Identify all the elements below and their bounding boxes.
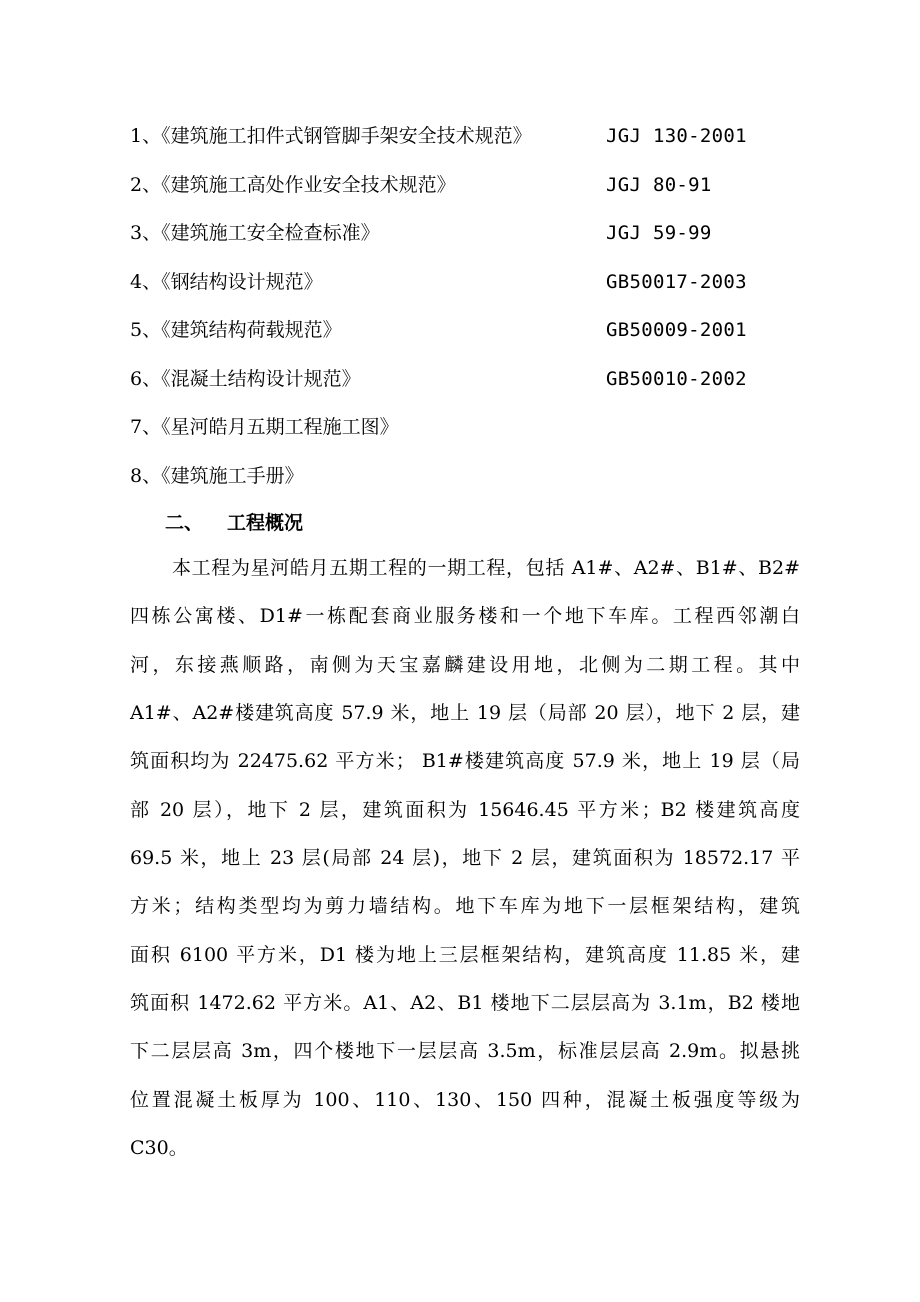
reference-item [130, 112, 830, 161]
reference-number: 5、 [130, 319, 162, 341]
reference-item [130, 161, 830, 210]
reference-code: GB50010-2002 [606, 367, 747, 390]
reference-title: 《星河皓月五期工程施工图》 [161, 416, 399, 438]
paragraph-line: 69.5 米，地上 23 层(局部 24 层)，地下 2 层，建筑面积为 18572.17 平 [130, 847, 800, 870]
paragraph-line: 筑面积 1472.62 平方米。A1、A2、B1 楼地下二层层高为 3.1m，B2 楼地 [130, 992, 800, 1015]
reference-item [130, 355, 830, 404]
paragraph-line: 下二层层高 3m，四个楼地下一层层高 3.5m，标准层层高 2.9m。拟悬挑 [130, 1040, 800, 1063]
reference-list [130, 112, 830, 500]
reference-code: GB50017-2003 [606, 270, 747, 293]
reference-item [130, 306, 830, 355]
section-heading [165, 499, 303, 547]
section-title: 工程概况 [227, 512, 304, 534]
paragraph-line: 河，东接燕顺路，南侧为天宝嘉麟建设用地，北侧为二期工程。其中 [130, 653, 800, 676]
reference-title: 《建筑施工手册》 [161, 464, 304, 487]
paragraph-line: 部 20 层），地下 2 层，建筑面积为 15646.45 平方米；B2 楼建筑高度 [130, 798, 800, 821]
reference-number: 4、 [130, 270, 162, 293]
paragraph-line: 筑面积均为 22475.62 平方米； B1#楼建筑高度 57.9 米，地上 19 层（局 [130, 750, 800, 773]
reference-number: 3、 [130, 222, 162, 244]
reference-item [130, 258, 830, 307]
reference-title: 《建筑施工高处作业安全技术规范》 [161, 173, 456, 196]
reference-number: 6、 [130, 367, 162, 390]
paragraph-line: 四栋公寓楼、D1#一栋配套商业服务楼和一个地下车库。工程西邻潮白 [130, 605, 800, 628]
reference-code: JGJ 80-91 [606, 173, 712, 196]
reference-title: 《钢结构设计规范》 [161, 270, 323, 293]
paragraph-line: 本工程为星河皓月五期工程的一期工程，包括 A1#、A2#、B1#、B2# [172, 557, 800, 579]
reference-code: GB50009-2001 [606, 319, 747, 341]
reference-title: 《建筑结构荷载规范》 [161, 319, 342, 341]
paragraph-line: A1#、A2#楼建筑高度 57.9 米，地上 19 层（局部 20 层），地下 2 层，建 [130, 702, 800, 725]
reference-title: 《混凝土结构设计规范》 [161, 367, 361, 390]
reference-number: 2、 [130, 173, 162, 196]
reference-number: 8、 [130, 464, 162, 487]
reference-title: 《建筑施工扣件式钢管脚手架安全技术规范》 [161, 125, 532, 147]
reference-number: 1、 [130, 125, 162, 147]
paragraph-line: 位置混凝土板厚为 100、110、130、150 四种，混凝土板强度等级为 [130, 1088, 800, 1111]
paragraph-line: 面积 6100 平方米，D1 楼为地上三层框架结构，建筑高度 11.85 米，建 [130, 943, 800, 966]
project-overview-paragraph [130, 544, 800, 1172]
reference-code: JGJ 59-99 [606, 222, 712, 244]
paragraph-line: 方米；结构类型均为剪力墙结构。地下车库为地下一层框架结构，建筑 [130, 895, 800, 918]
paragraph-line: C30。 [130, 1137, 188, 1160]
reference-number: 7、 [130, 416, 162, 438]
section-number: 二、 [165, 512, 204, 534]
reference-item [130, 403, 830, 452]
reference-item [130, 452, 830, 501]
reference-title: 《建筑施工安全检查标准》 [161, 222, 380, 244]
reference-code: JGJ 130-2001 [606, 125, 747, 147]
reference-item [130, 209, 830, 258]
